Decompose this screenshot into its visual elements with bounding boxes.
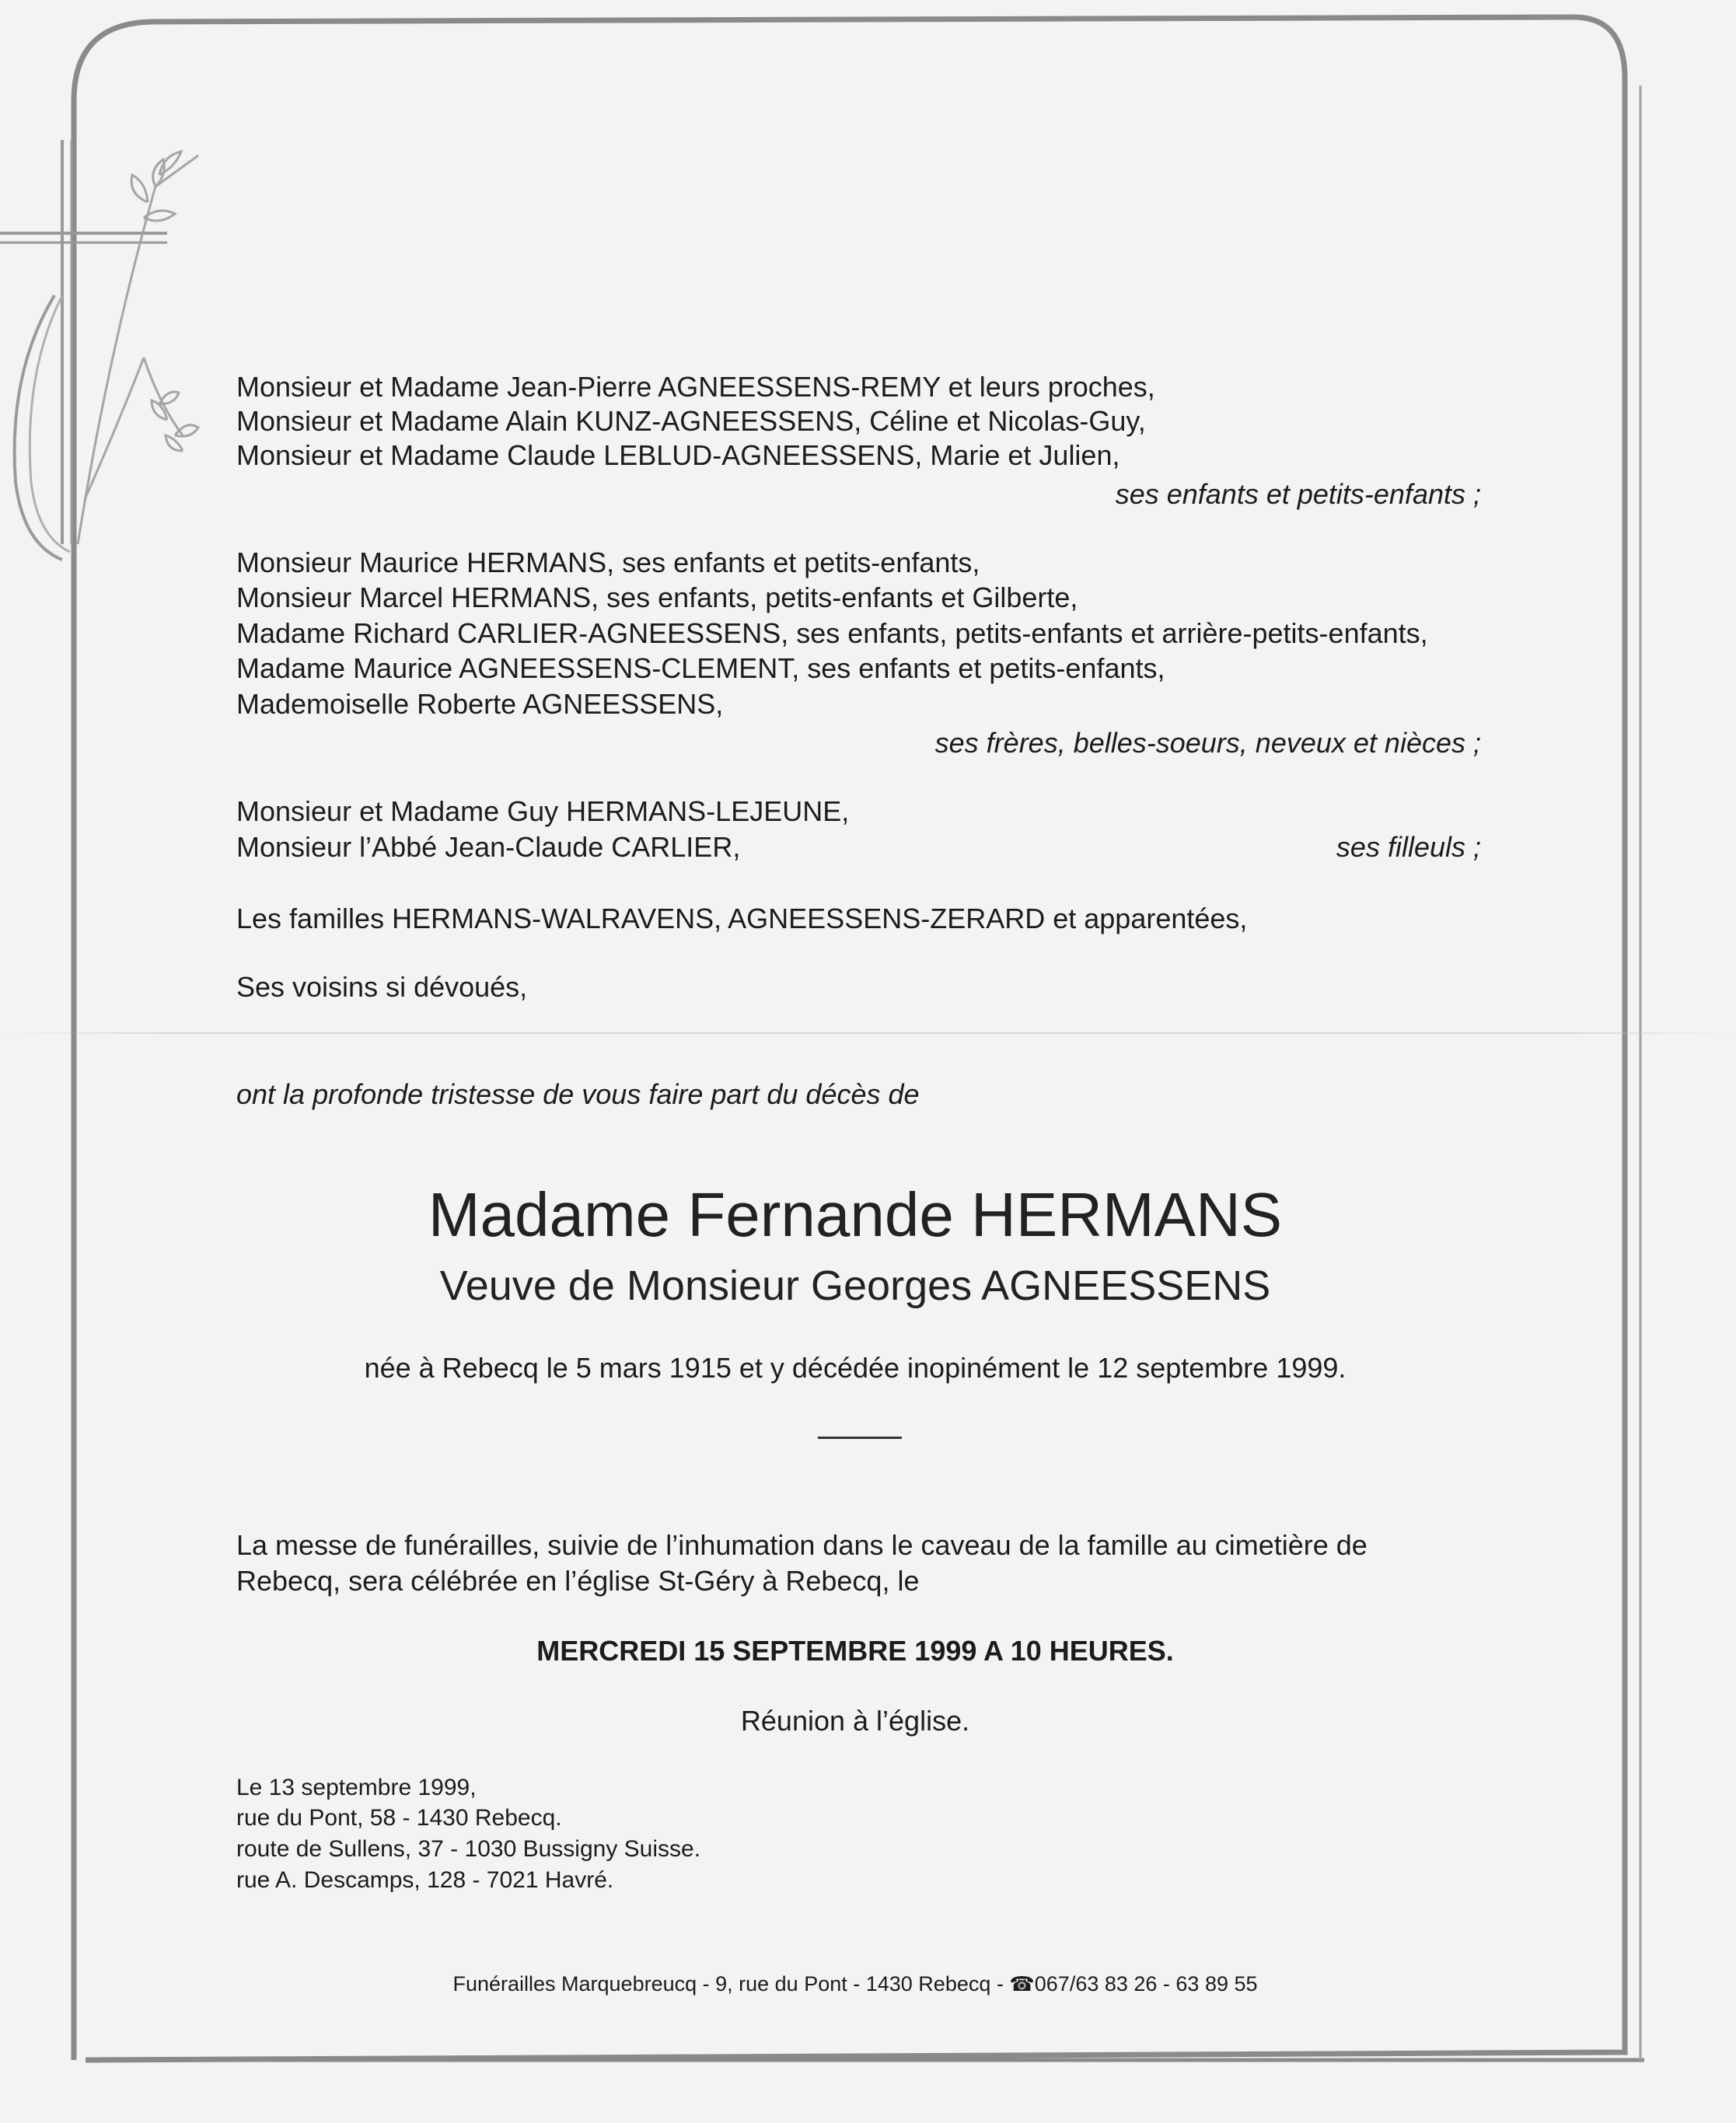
family-group-2-line-1: Monsieur Maurice HERMANS, ses enfants et petits-enfants, [236,546,980,578]
family-group-3-relation: ses filleuls ; [1336,831,1481,863]
fold-line [0,1032,1736,1034]
family-group-3-line-2: Monsieur l’Abbé Jean-Claude CARLIER, [236,831,741,863]
footer-text: Funérailles Marquebreucq - 9, rue du Pont - 1430 Rebecq - [452,1972,1010,1996]
announcement-line: ont la profonde tristesse de vous faire part du décès de [236,1078,920,1110]
funeral-home-footer [233,1971,1477,1997]
ceremony-line-2: Rebecq, sera célébrée en l’église St-Géry à Rebecq, le [236,1565,920,1597]
ceremony-line-1: La messe de funérailles, suivie de l’inhumation dans le caveau de la famille au cimetière de [236,1529,1367,1561]
family-group-1-line-1: Monsieur et Madame Jean-Pierre AGNEESSENS-REMY et leurs proches, [236,371,1155,403]
address-line-4: rue A. Descamps, 128 - 7021 Havré. [236,1867,614,1893]
ceremony-meeting: Réunion à l’église. [740,1705,970,1737]
deceased-widow-of: Veuve de Monsieur Georges AGNEESSENS [439,1262,1271,1309]
family-group-2-line-5: Mademoiselle Roberte AGNEESSENS, [236,688,724,720]
telephone-icon: ☎ [1009,1972,1035,1996]
ceremony-datetime: MERCREDI 15 SEPTEMBRE 1999 A 10 HEURES. [536,1635,1174,1667]
family-group-2-relation: ses frères, belles-soeurs, neveux et nièces ; [934,727,1481,759]
neighbours-line: Ses voisins si dévoués, [236,971,528,1003]
families-line: Les familles HERMANS-WALRAVENS, AGNEESSENS-ZERARD et apparentées, [236,903,1248,934]
family-group-1-line-3: Monsieur et Madame Claude LEBLUD-AGNEESSENS, Marie et Julien, [236,439,1120,471]
address-line-3: route de Sullens, 37 - 1030 Bussigny Suisse. [236,1836,701,1862]
separator-line [818,1437,902,1439]
deceased-dates: née à Rebecq le 5 mars 1915 et y décédée inopinément le 12 septembre 1999. [364,1352,1347,1384]
family-group-3-line-1: Monsieur et Madame Guy HERMANS-LEJEUNE, [236,795,850,827]
wheat-icon [78,152,198,544]
family-group-1-relation: ses enfants et petits-enfants ; [1115,478,1481,510]
family-group-2-line-3: Madame Richard CARLIER-AGNEESSENS, ses enfants, petits-enfants et arrière-petits-enfants, [236,617,1428,649]
family-group-2-line-4: Madame Maurice AGNEESSENS-CLEMENT, ses enfants et petits-enfants, [236,652,1165,684]
address-line-2: rue du Pont, 58 - 1430 Rebecq. [236,1805,562,1831]
deceased-name: Madame Fernande HERMANS [428,1180,1283,1249]
footer-phone: 067/63 83 26 - 63 89 55 [1034,1972,1258,1996]
family-group-2-line-2: Monsieur Marcel HERMANS, ses enfants, petits-enfants et Gilberte, [236,581,1078,613]
family-group-1-line-2: Monsieur et Madame Alain KUNZ-AGNEESSENS, Céline et Nicolas-Guy, [236,405,1146,437]
address-line-1: Le 13 septembre 1999, [236,1775,477,1800]
